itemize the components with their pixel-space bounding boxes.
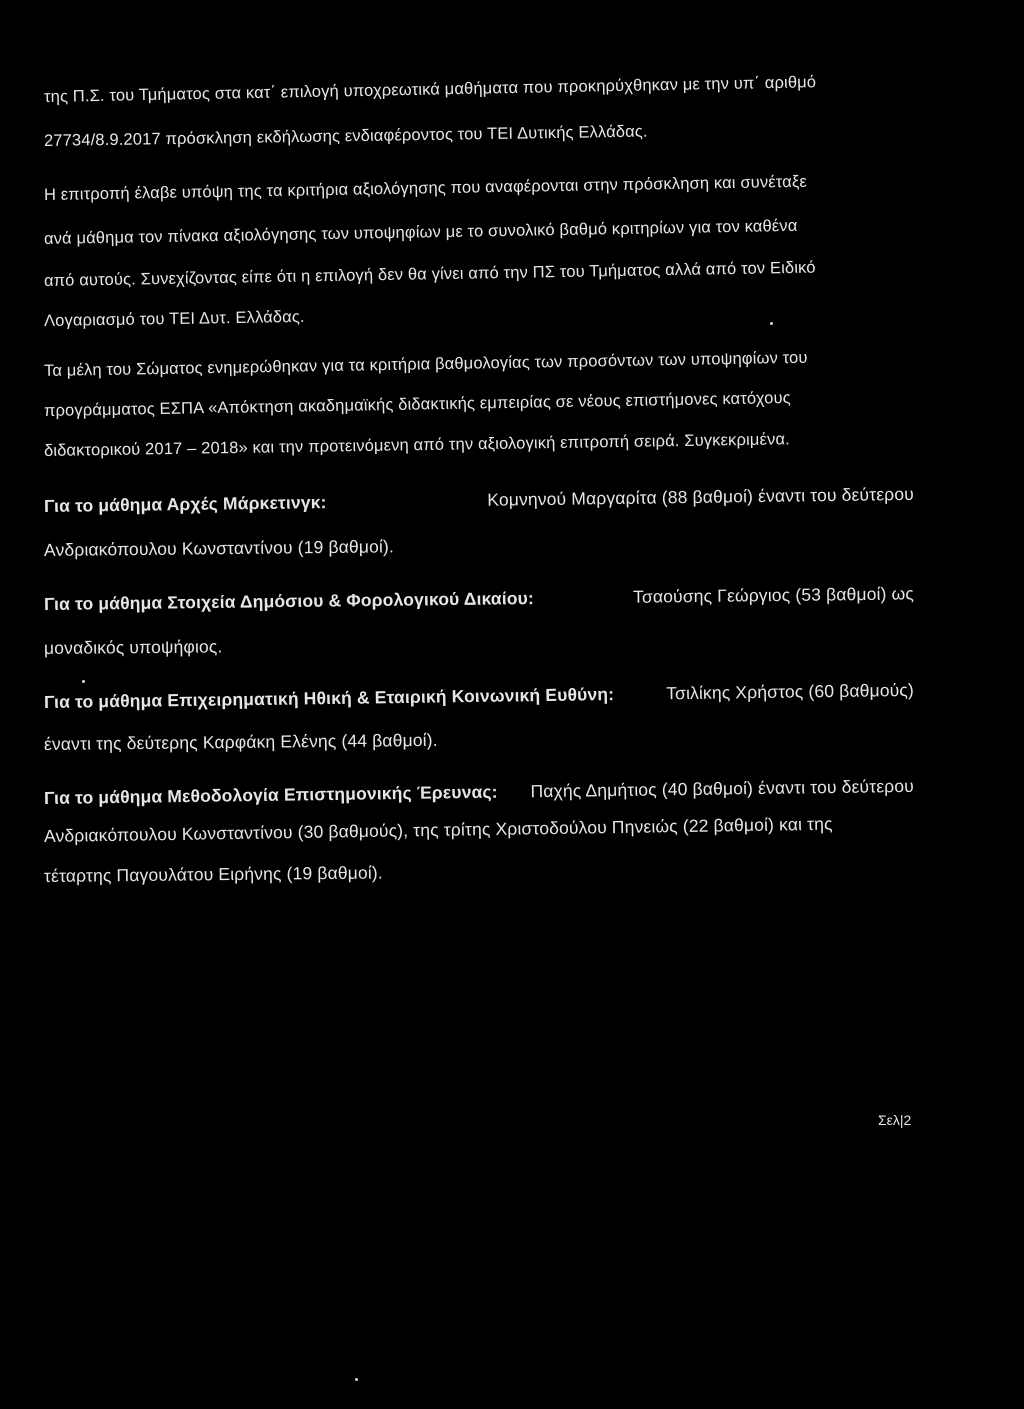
scan-speck: [82, 680, 85, 683]
course-entry-4-continuation: Ανδριακόπουλου Κωνσταντίνου (30 βαθμούς), της τρίτης Χριστοδούλου Πηνειώς (22 βαθμοί) και της: [43, 813, 833, 846]
course-entry-3-continuation: έναντι της δεύτερης Καρφάκη Ελένης (44 βαθμοί).: [43, 729, 438, 754]
page-number: Σελ|2: [878, 1112, 912, 1128]
intro-line-1: της Π.Σ. του Τμήματος στα κατ΄ επιλογή υποχρεωτικά μαθήματα που προκηρύχθηκαν με την υπ΄ αριθμό: [43, 73, 817, 106]
course-label: Για το μάθημα Στοιχεία Δημόσιου & Φορολογικού Δικαίου:: [43, 588, 535, 614]
scan-speck: [355, 1378, 358, 1381]
committee-line-3: από αυτούς. Συνεχίζοντας είπε ότι η επιλογή δεν θα γίνει από την ΠΣ του Τμήματος αλλά από τον Ειδικό: [43, 258, 816, 290]
course-result: Τσιλίκης Χρήστος (60 βαθμούς): [665, 679, 915, 704]
course-entry-2-continuation: μοναδικός υποψήφιος.: [43, 636, 223, 658]
course-entry-1-continuation: Ανδριακόπουλου Κωνσταντίνου (19 βαθμοί).: [43, 536, 395, 560]
course-label: Για το μάθημα Μεθοδολογία Επιστημονικής Έρευνας:: [43, 781, 498, 808]
course-result: Κομνηνού Μαργαρίτα (88 βαθμοί) έναντι του δεύτερου: [487, 483, 915, 510]
course-label: Για το μάθημα Επιχειρηματική Ηθική & Εταιρική Κοινωνική Ευθύνη:: [43, 684, 615, 712]
committee-line-2: ανά μάθημα τον πίνακα αξιολόγησης των υποψηφίων με το συνολικό βαθμό κριτηρίων για τον καθένα: [43, 216, 798, 248]
course-entry-4: [44, 776, 914, 809]
members-line-3: διδακτορικού 2017 – 2018» και την προτεινόμενη από την αξιολογική επιτροπή σειρά. Συγκεκριμένα.: [43, 430, 790, 460]
course-result: Τσαούσης Γεώργιος (53 βαθμοί) ως: [632, 583, 915, 607]
course-entry-1: [44, 484, 914, 517]
committee-line-1: Η επιτροπή έλαβε υπόψη της τα κριτήρια αξιολόγησης που αναφέρονται στην πρόσκληση και συνέταξε: [43, 172, 808, 204]
scan-speck: [770, 322, 773, 325]
course-result: Παχής Δημήτιος (40 βαθμοί) έναντι του δεύτερου: [530, 775, 915, 802]
members-line-2: προγράμματος ΕΣΠΑ «Απόκτηση ακαδημαϊκής διδακτικής εμπειρίας σε νέους επιστήμονες κατόχους: [43, 388, 791, 420]
members-line-1: Τα μέλη του Σώματος ενημερώθηκαν για τα κριτήρια βαθμολογίας των προσόντων των υποψηφίων του: [43, 348, 808, 380]
committee-line-4: Λογαριασμό του ΤΕΙ Δυτ. Ελλάδας.: [43, 307, 305, 330]
intro-line-2: 27734/8.9.2017 πρόσκληση εκδήλωσης ενδιαφέροντος του ΤΕΙ Δυτικής Ελλάδας.: [43, 122, 648, 150]
course-entry-2: [44, 583, 914, 615]
course-entry-3: [44, 680, 914, 713]
course-label: Για το μάθημα Αρχές Μάρκετινγκ:: [43, 492, 327, 516]
course-entry-4-continuation-2: τέταρτης Παγουλάτου Ειρήνης (19 βαθμοί).: [43, 862, 383, 886]
